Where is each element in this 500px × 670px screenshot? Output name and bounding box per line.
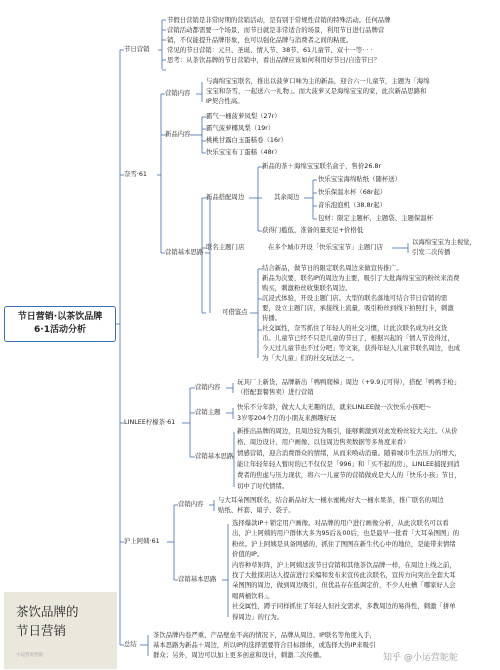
- node-linlee-zhuti[interactable]: 营销主题: [195, 408, 221, 416]
- jieri-text-4: 常见的节日营销：元旦、圣诞、情人节、38节、61儿童节、双十一等· · ·: [167, 46, 373, 54]
- node-naixue[interactable]: 奈雪·61: [124, 170, 147, 178]
- naixue-kequan-text-8: 币。儿童节已经不只是儿童的节日了，根据兴起的「情人节没得过，: [262, 334, 454, 342]
- naixue-mendian-note-2: 引发二次传播: [412, 248, 451, 256]
- naixue-kequan-text-5: 要，设立主题门店，承接线上流量，吸引粉丝到线下拍照打卡，刺激: [262, 304, 454, 312]
- root-node[interactable]: [4, 306, 116, 342]
- naixue-yingxiao-text-3: IP契合性高。: [206, 97, 244, 105]
- hushang-siliu-text-8: 喝两桶饮料」。: [232, 591, 274, 600]
- node-jieri[interactable]: 节日营销: [124, 45, 150, 53]
- node-naixue-xinpin[interactable]: 新品内容: [165, 130, 191, 138]
- naixue-other-item-4: 包材：限定主题杯、主题袋、主题保温杯: [318, 214, 434, 222]
- node-linlee-yingxiao[interactable]: 营销内容: [195, 383, 221, 391]
- naixue-kequan-text-6: 传播。: [262, 314, 282, 322]
- naixue-xinpin-item-2: 霸气菠萝椰凤梨（19r）: [206, 124, 275, 132]
- hushang-yingxiao-text-1: 与大耳朵图图联名，结合新品好大一桶水蜜桃/好大一桶水果茶，推广联名的周边: [218, 496, 444, 504]
- naixue-kequan-text-10: 为「大儿童」们的社交玩法之一。: [262, 354, 358, 362]
- zongjie-text-1: 茶饮品牌内卷严重，产品壁垒不高的情况下，品牌从周边、IP联名等角度入手，: [153, 631, 377, 639]
- linlee-siliu-text-4: 能让年轻年轻人暂时的已不仅仅是「996」和「买不起的房」，LINLEE捕捉到消: [237, 460, 460, 468]
- node-naixue-zhoubian[interactable]: 新品搭配周边: [206, 193, 245, 201]
- hushang-siliu-text-9: 社交属性，蹲子同样抓住了年轻人但社交需求，多教周边的易得性，刺激「拼单: [232, 602, 456, 611]
- root-title-line2: 6·1活动分析: [34, 325, 86, 335]
- naixue-xinpin-item-4: 快乐宝宝布丁蛋糕（48r）: [206, 148, 281, 156]
- node-hushang[interactable]: 沪上阿姨·61: [124, 537, 160, 545]
- node-hushang-siliu[interactable]: 营销基本思路: [178, 575, 217, 583]
- linlee-siliu-text-2: 格、周边设计、用户画像、以往周边售卖数据等多角度来看）: [237, 438, 410, 446]
- node-naixue-siliu[interactable]: 营销基本思路: [165, 248, 204, 256]
- hushang-siliu-text-6: 找了大批探店达人提前进行采编和发布来宣传此次联名，宣传方向突出全套大耳: [232, 571, 456, 579]
- naixue-kequan-text-4: 沉浸式体验，开设主题门店。大型的联名落地可结合节日营销的需: [262, 294, 448, 302]
- naixue-kequan-text-2: 新品为次要，联名IP的周边为主要，吸引了大批海绵宝宝的粉丝来消费: [262, 274, 460, 282]
- hushang-yingxiao-text-2: 贴纸、杯套、扇子、袋子。: [218, 506, 295, 514]
- jieri-text-2: 营销活动都需要一个场景，而节日就是非常适合的场景，利用节日进行品牌营: [167, 26, 385, 34]
- node-naixue-mendian[interactable]: 联名主题门店: [206, 243, 245, 251]
- node-linlee-siliu[interactable]: 营销基本思路: [195, 452, 234, 460]
- naixue-kequan-text-9: 今天过儿童节也不过分吧」等文案，获得年轻人儿童节联名周边，也成: [262, 344, 461, 352]
- linlee-yingxiao-text-1: 玩具厂上新货，品牌新出「鸭鸭爬梯」周边（+9.9元可得），搭配「鸭鸭手枪」: [237, 378, 461, 386]
- linlee-siliu-text-1: 新推出品牌的周边，且周边较为吸引，能够刺激到对此发粉丝较大关注。（从价: [237, 427, 458, 435]
- hushang-siliu-text-4: 价值的IP。: [232, 550, 264, 559]
- zongjie-text-2: 基本思路为新品＋周边，所以IP的选择需要符合目标群体，或选择大热IP来吸引: [153, 641, 376, 649]
- naixue-other-item-2: 快乐保温水杯（68r起）: [318, 188, 387, 196]
- linlee-zhuti-text-1: 快乐不分年龄，做大人太无趣的话，就来LINLEE做一次快乐小孩吧～: [237, 403, 432, 411]
- hushang-siliu-text-2: 出，沪上阿姨的用户群体大多为95后＆00后，也是最早一批看「大耳朵图图」的: [232, 529, 460, 538]
- node-hushang-yingxiao[interactable]: 营销内容: [178, 500, 204, 508]
- cover-card: [4, 592, 117, 669]
- jieri-text-1: 节假日营销是非常时期的营销活动，是有别于常规性营销的特殊活动。任何品牌: [167, 16, 391, 24]
- linlee-siliu-text-6: 切中了时代情绪。: [237, 482, 289, 490]
- jieri-text-5: 思考：从茶饮品牌的节日营销中，看出品牌应该如何利用好节日/自造节日？: [167, 56, 381, 64]
- naixue-mendian-text: 在多个城市开设「快乐宝宝节」主题门店: [268, 243, 384, 251]
- linlee-yingxiao-text-2: （搭配套餐售卖）进行营销: [237, 388, 314, 396]
- root-title-line1: 节日营销·以茶饮品牌: [17, 312, 103, 322]
- node-zongjie[interactable]: 总结: [124, 640, 137, 648]
- naixue-other-item-3: 音乐泡泡机（38.8r起）: [318, 201, 386, 209]
- cover-card-title: 茶饮品牌的 节日营销: [16, 604, 79, 638]
- hushang-siliu-text-10: 得周边」的行为。: [232, 612, 284, 621]
- linlee-zhuti-text-2: 3岁零204个月的小朋友来测趣好玩: [237, 414, 337, 422]
- node-naixue-yingxiao[interactable]: 营销内容: [165, 89, 191, 97]
- linlee-siliu-text-3: 情感营销，迎合消费群众的情绪，从而来唤动消量。随着城市生活压力的增大，: [237, 449, 461, 457]
- hushang-siliu-text-5: 内容种草矩阵，沪上阿姨这波节日营销和其他茶饮品牌一样，在周边上线之前，: [232, 560, 456, 569]
- jieri-text-3: 销，不仅能提升品牌形象，也可以强化品牌与消费者之间的粘度。: [167, 36, 353, 44]
- node-linlee[interactable]: LINLEE柠檬茶·61: [124, 418, 176, 426]
- watermark: 知乎 @小运营鸵鸵: [383, 653, 458, 663]
- naixue-zhoubian-top: 新品的茶＋海绵宝宝联名盒子，售价26.8r: [262, 162, 382, 170]
- hushang-siliu-text-3: 粉丝。沪上阿姨是具备网感的，抓住了图图在新生代心中的地位，是能带来情绪: [232, 539, 456, 548]
- naixue-xinpin-item-1: 霸气一桶菠萝凤梨（27r）: [206, 112, 281, 120]
- naixue-kequan-text-7: 社交属性，奈雪抓住了年轻人的社交习惯，让此次联名成为社交货: [262, 324, 448, 332]
- zongjie-text-3: 群众；另外，周边可以加上更多创意和设计，刺激二次传播。: [153, 651, 326, 659]
- naixue-yingxiao-text-1: 与海绵宝宝联名，推出以菠萝口味为主的新品，迎合六一儿童节，主题为「海绵: [206, 77, 430, 85]
- naixue-other-item-1: 快乐宝宝海绵贴纸（随杯送）: [318, 175, 402, 183]
- hushang-siliu-text-7: 朵图图的周边，做到周边吸引，但优品存在低调定价，不少人吐槽「哪家好人会: [232, 581, 456, 590]
- node-naixue-kequan[interactable]: 可借鉴点: [222, 308, 248, 316]
- naixue-zhoubian-bottom: 获得门槛低，准备的量充足+价格低: [262, 226, 364, 234]
- cover-card-subtitle: 小运营说营销: [16, 653, 43, 658]
- naixue-yingxiao-text-2: 宝宝和奈雪，一起送六一礼物」。而大菠萝又是海绵宝宝的家，此次新品思路和: [206, 87, 427, 95]
- node-naixue-other[interactable]: 其余周边: [274, 193, 300, 201]
- naixue-mendian-note-1: 以海绵宝宝为主视觉，: [412, 238, 476, 246]
- hushang-siliu-text-1: 选择爆款IP＋锁定用户画像。对品牌的用户进行画像分析，从此次联名可以看: [232, 519, 449, 527]
- naixue-kequan-text-3: 购买，刺激粉丝收集联名周边。: [262, 284, 352, 292]
- naixue-xinpin-item-3: 桃桃甘露白玉蛋糕卷（16r）: [206, 136, 288, 144]
- naixue-kequan-text-1: 结合新品，做节日的限定联名周边来做宣传推广。: [262, 264, 403, 272]
- linlee-siliu-text-5: 费者的焦虑与压力现状，将六一儿童节的营销做成是大人的「快乐小孩」节日，: [237, 471, 461, 479]
